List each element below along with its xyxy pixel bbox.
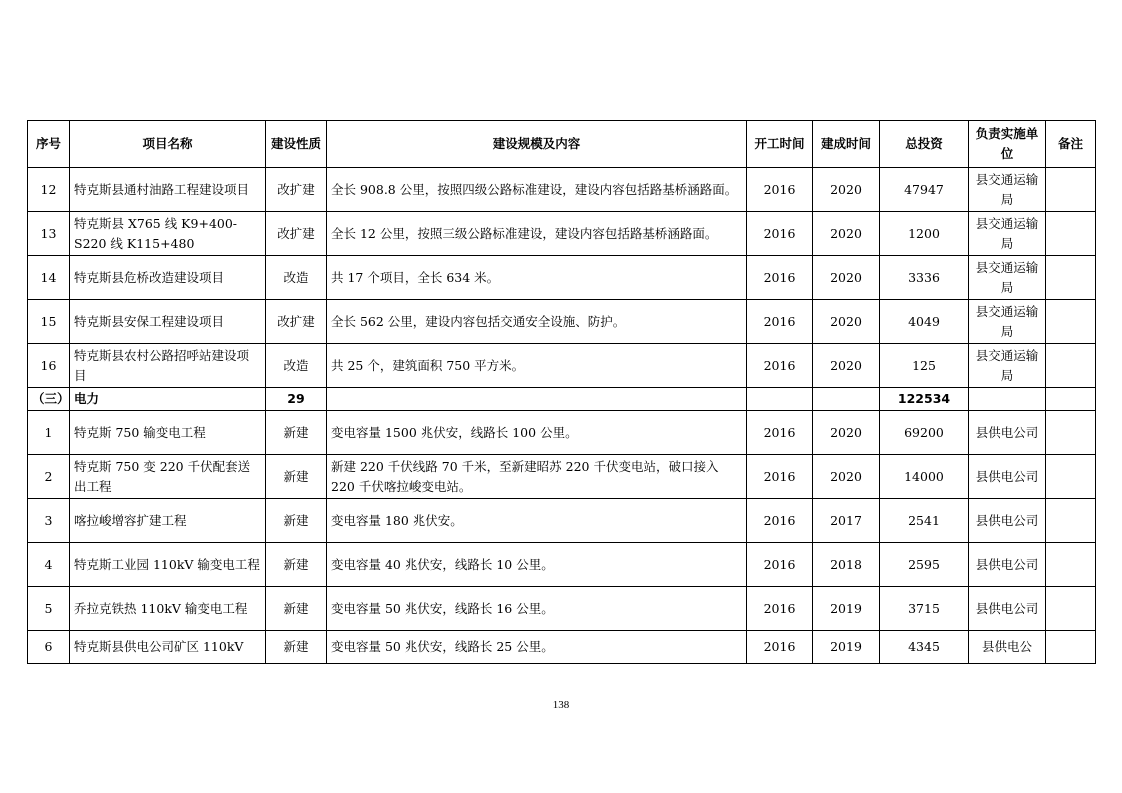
cell-note <box>1046 631 1096 664</box>
cell-end: 2020 <box>813 168 880 212</box>
cell-nature: 新建 <box>266 455 327 499</box>
cell-start: 2016 <box>747 344 813 388</box>
table-row <box>28 631 1096 664</box>
cell-no: 14 <box>28 256 70 300</box>
cell-unit: 县供电公司 <box>969 587 1046 631</box>
cell-invest: 2541 <box>880 499 969 543</box>
cell-no: 4 <box>28 543 70 587</box>
cell-nature: 新建 <box>266 499 327 543</box>
cell-unit: 县供电公司 <box>969 411 1046 455</box>
cell-no: 2 <box>28 455 70 499</box>
header-unit: 负责实施单位 <box>969 121 1046 168</box>
cell-unit: 县供电公 <box>969 631 1046 664</box>
table-row <box>28 587 1096 631</box>
cell-start: 2016 <box>747 300 813 344</box>
cell-unit: 县交通运输局 <box>969 300 1046 344</box>
cell-unit: 县交通运输局 <box>969 256 1046 300</box>
cell-scale: 变电容量 50 兆伏安，线路长 16 公里。 <box>327 587 747 631</box>
cell-end: 2020 <box>813 455 880 499</box>
table-row <box>28 543 1096 587</box>
header-note: 备注 <box>1046 121 1096 168</box>
cell-end: 2020 <box>813 300 880 344</box>
project-table <box>27 120 1096 664</box>
cell-note <box>1046 168 1096 212</box>
cell-note <box>1046 256 1096 300</box>
cell-name: 特克斯县安保工程建设项目 <box>70 300 266 344</box>
cell-note <box>1046 388 1096 411</box>
cell-start: 2016 <box>747 212 813 256</box>
cell-start: 2016 <box>747 543 813 587</box>
cell-invest: 4345 <box>880 631 969 664</box>
cell-invest: 4049 <box>880 300 969 344</box>
cell-start: 2016 <box>747 455 813 499</box>
cell-start: 2016 <box>747 168 813 212</box>
cell-end: 2017 <box>813 499 880 543</box>
cell-start: 2016 <box>747 256 813 300</box>
cell-no: 6 <box>28 631 70 664</box>
cell-nature: 29 <box>266 388 327 411</box>
cell-nature: 新建 <box>266 543 327 587</box>
cell-name: 特克斯县危桥改造建设项目 <box>70 256 266 300</box>
cell-scale: 新建 220 千伏线路 70 千米，至新建昭苏 220 千伏变电站，破口接入 220 千伏喀拉峻变电站。 <box>327 455 747 499</box>
cell-no: （三） <box>28 388 70 411</box>
header-start: 开工时间 <box>747 121 813 168</box>
table-row <box>28 499 1096 543</box>
cell-end <box>813 388 880 411</box>
table-row <box>28 168 1096 212</box>
cell-nature: 新建 <box>266 631 327 664</box>
cell-invest: 122534 <box>880 388 969 411</box>
cell-unit: 县交通运输局 <box>969 212 1046 256</box>
cell-name: 特克斯县农村公路招呼站建设项目 <box>70 344 266 388</box>
cell-nature: 改造 <box>266 344 327 388</box>
cell-start <box>747 388 813 411</box>
cell-invest: 14000 <box>880 455 969 499</box>
cell-unit: 县交通运输局 <box>969 344 1046 388</box>
cell-scale: 变电容量 50 兆伏安，线路长 25 公里。 <box>327 631 747 664</box>
cell-start: 2016 <box>747 631 813 664</box>
cell-no: 13 <box>28 212 70 256</box>
cell-nature: 改扩建 <box>266 168 327 212</box>
cell-name: 特克斯县 X765 线 K9+400-S220 线 K115+480 <box>70 212 266 256</box>
section-row <box>28 388 1096 411</box>
cell-note <box>1046 212 1096 256</box>
cell-note <box>1046 300 1096 344</box>
cell-scale: 共 17 个项目，全长 634 米。 <box>327 256 747 300</box>
cell-no: 12 <box>28 168 70 212</box>
cell-end: 2019 <box>813 631 880 664</box>
cell-no: 3 <box>28 499 70 543</box>
cell-unit: 县交通运输局 <box>969 168 1046 212</box>
cell-invest: 2595 <box>880 543 969 587</box>
cell-nature: 改扩建 <box>266 212 327 256</box>
cell-invest: 3715 <box>880 587 969 631</box>
table-row <box>28 212 1096 256</box>
cell-scale: 全长 908.8 公里，按照四级公路标准建设，建设内容包括路基桥涵路面。 <box>327 168 747 212</box>
cell-note <box>1046 344 1096 388</box>
cell-name: 乔拉克铁热 110kV 输变电工程 <box>70 587 266 631</box>
cell-name: 特克斯县供电公司矿区 110kV <box>70 631 266 664</box>
cell-scale: 变电容量 180 兆伏安。 <box>327 499 747 543</box>
table-row <box>28 300 1096 344</box>
cell-end: 2020 <box>813 344 880 388</box>
cell-nature: 新建 <box>266 411 327 455</box>
cell-scale: 全长 562 公里，建设内容包括交通安全设施、防护。 <box>327 300 747 344</box>
cell-no: 16 <box>28 344 70 388</box>
table-row <box>28 411 1096 455</box>
cell-end: 2020 <box>813 256 880 300</box>
cell-scale: 变电容量 1500 兆伏安，线路长 100 公里。 <box>327 411 747 455</box>
cell-name: 特克斯 750 变 220 千伏配套送出工程 <box>70 455 266 499</box>
cell-note <box>1046 543 1096 587</box>
cell-end: 2020 <box>813 212 880 256</box>
cell-name: 特克斯县通村油路工程建设项目 <box>70 168 266 212</box>
cell-no: 5 <box>28 587 70 631</box>
cell-no: 1 <box>28 411 70 455</box>
cell-nature: 改造 <box>266 256 327 300</box>
header-end: 建成时间 <box>813 121 880 168</box>
cell-name: 电力 <box>70 388 266 411</box>
cell-unit: 县供电公司 <box>969 543 1046 587</box>
cell-unit <box>969 388 1046 411</box>
header-invest: 总投资 <box>880 121 969 168</box>
header-scale: 建设规模及内容 <box>327 121 747 168</box>
header-nature: 建设性质 <box>266 121 327 168</box>
cell-end: 2019 <box>813 587 880 631</box>
cell-nature: 新建 <box>266 587 327 631</box>
cell-invest: 3336 <box>880 256 969 300</box>
cell-end: 2018 <box>813 543 880 587</box>
cell-start: 2016 <box>747 499 813 543</box>
cell-end: 2020 <box>813 411 880 455</box>
cell-nature: 改扩建 <box>266 300 327 344</box>
cell-start: 2016 <box>747 411 813 455</box>
cell-invest: 125 <box>880 344 969 388</box>
table-row <box>28 455 1096 499</box>
page-number: 138 <box>552 699 570 711</box>
cell-name: 特克斯工业园 110kV 输变电工程 <box>70 543 266 587</box>
table-row <box>28 256 1096 300</box>
cell-scale: 全长 12 公里，按照三级公路标准建设，建设内容包括路基桥涵路面。 <box>327 212 747 256</box>
cell-name: 喀拉峻增容扩建工程 <box>70 499 266 543</box>
cell-scale <box>327 388 747 411</box>
cell-invest: 47947 <box>880 168 969 212</box>
cell-scale: 变电容量 40 兆伏安，线路长 10 公里。 <box>327 543 747 587</box>
cell-note <box>1046 499 1096 543</box>
cell-note <box>1046 455 1096 499</box>
cell-no: 15 <box>28 300 70 344</box>
table-row <box>28 344 1096 388</box>
cell-scale: 共 25 个，建筑面积 750 平方米。 <box>327 344 747 388</box>
cell-invest: 1200 <box>880 212 969 256</box>
cell-name: 特克斯 750 输变电工程 <box>70 411 266 455</box>
header-no: 序号 <box>28 121 70 168</box>
cell-unit: 县供电公司 <box>969 455 1046 499</box>
cell-note <box>1046 587 1096 631</box>
cell-start: 2016 <box>747 587 813 631</box>
header-row <box>28 121 1096 168</box>
header-name: 项目名称 <box>70 121 266 168</box>
cell-note <box>1046 411 1096 455</box>
cell-unit: 县供电公司 <box>969 499 1046 543</box>
cell-invest: 69200 <box>880 411 969 455</box>
